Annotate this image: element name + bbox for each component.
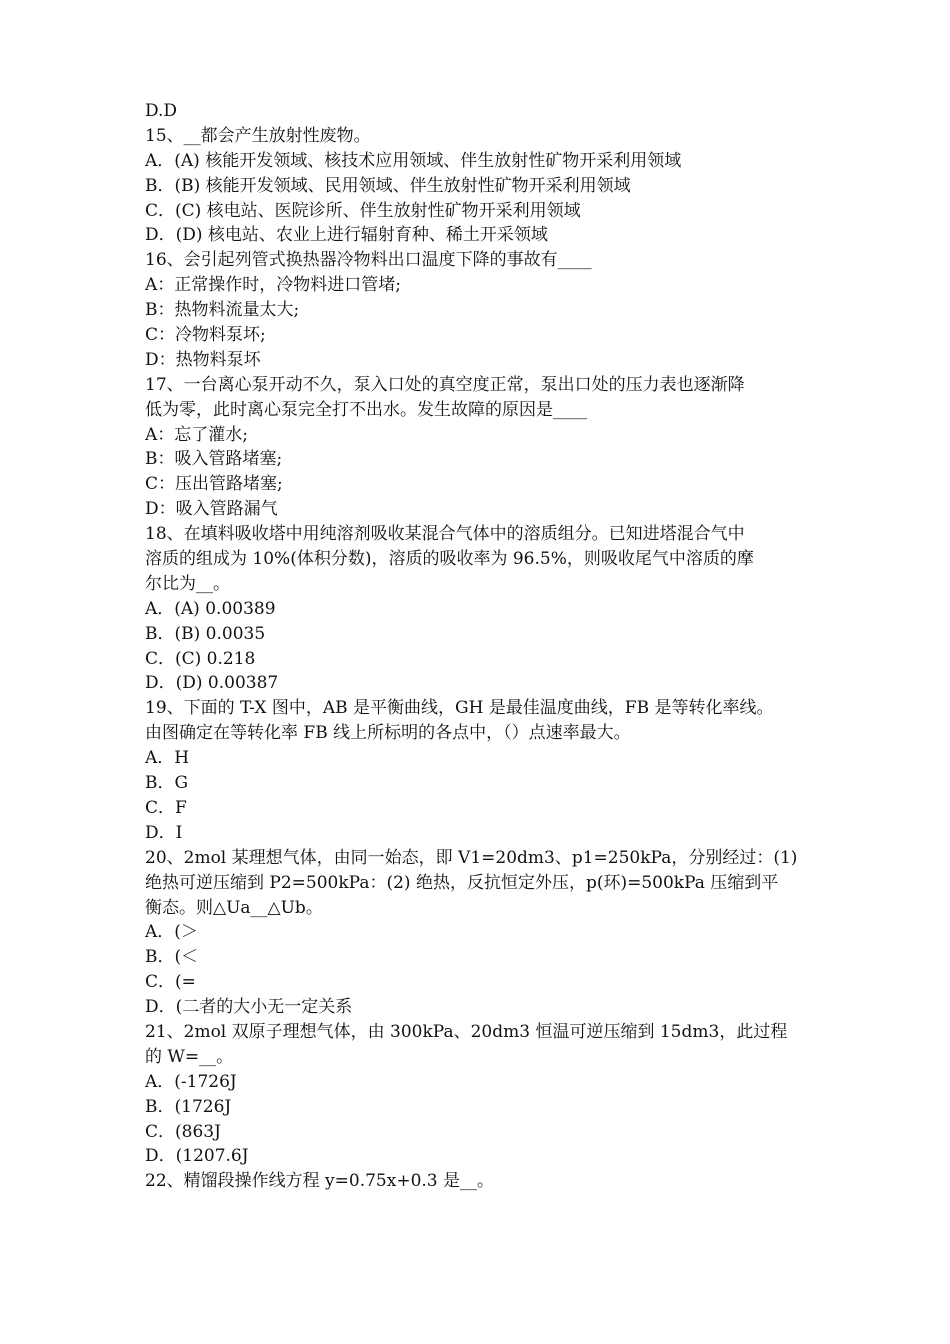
question-15-option-b: B．(B) 核能开发领域、民用领域、伴生放射性矿物开采利用领域 [145, 175, 631, 196]
question-19-option-b: B．G [145, 773, 189, 794]
document-page [145, 99, 810, 1194]
question-20-option-a: A．(＞ [145, 922, 198, 943]
question-17-option-d: D：吸入管路漏气 [145, 499, 278, 520]
question-19-stem-cont: 由图确定在等转化率 FB 线上所标明的各点中，（）点速率最大。 [145, 723, 631, 744]
question-18-stem-cont: 溶质的组成为 10%(体积分数)，溶质的吸收率为 96.5%，则吸收尾气中溶质的摩 [145, 549, 754, 570]
question-20-option-d: D．(二者的大小无一定关系 [145, 997, 353, 1018]
question-19-option-c: C．F [145, 797, 187, 818]
question-20-stem-cont: 绝热可逆压缩到 P2=500kPa：(2) 绝热，反抗恒定外压，p(环)=500kPa 压缩到平 [145, 872, 779, 893]
question-17-stem: 17、一台离心泵开动不久，泵入口处的真空度正常，泵出口处的压力表也逐渐降 [145, 374, 745, 395]
question-20-stem: 20、2mol 某理想气体，由同一始态，即 V1=20dm3、p1=250kPa，分别经过：(1) [145, 847, 798, 868]
question-18-option-b: B．(B) 0.0035 [145, 623, 266, 644]
question-22-stem: 22、精馏段操作线方程 y=0.75x+0.3 是__。 [145, 1171, 495, 1192]
question-15-option-a: A．(A) 核能开发领域、核技术应用领域、伴生放射性矿物开采利用领域 [145, 150, 682, 171]
question-17-option-b: B：吸入管路堵塞; [145, 449, 283, 470]
question-20-option-b: B．(＜ [145, 947, 199, 968]
question-18-option-a: A．(A) 0.00389 [145, 598, 276, 619]
question-21-stem-cont: 的 W=__。 [145, 1046, 234, 1067]
question-19-option-d: D．I [145, 822, 183, 843]
question-19-stem: 19、下面的 T-X 图中，AB 是平衡曲线，GH 是最佳温度曲线，FB 是等转化率线。 [145, 698, 774, 719]
question-18-stem-end: 尔比为__。 [145, 573, 230, 594]
question-18-option-c: C．(C) 0.218 [145, 648, 256, 669]
question-19-option-a: A．H [145, 748, 190, 769]
question-21-option-b: B．(1726J [145, 1096, 232, 1117]
question-16-option-d: D：热物料泵坏 [145, 349, 261, 370]
text-line: D.D [145, 101, 178, 121]
question-15-option-d: D．(D) 核电站、农业上进行辐射育种、稀土开采领域 [145, 225, 548, 246]
question-21-option-d: D．(1207.6J [145, 1146, 249, 1167]
question-18-stem: 18、在填料吸收塔中用纯溶剂吸收某混合气体中的溶质组分。已知进塔混合气中 [145, 524, 745, 545]
question-18-option-d: D．(D) 0.00387 [145, 673, 279, 694]
question-21-stem: 21、2mol 双原子理想气体，由 300kPa、20dm3 恒温可逆压缩到 15dm3，此过程 [145, 1021, 788, 1042]
question-17-option-c: C：压出管路堵塞; [145, 474, 283, 495]
question-15-option-c: C．(C) 核电站、医院诊所、伴生放射性矿物开采利用领域 [145, 200, 581, 221]
question-21-option-c: C．(863J [145, 1121, 221, 1142]
question-16-stem: 16、会引起列管式换热器冷物料出口温度下降的事故有____ [145, 250, 592, 271]
question-21-option-a: A．(-1726J [145, 1071, 237, 1092]
question-16-option-c: C：冷物料泵坏; [145, 325, 266, 346]
question-15-stem: 15、__都会产生放射性废物。 [145, 125, 371, 146]
question-20-option-c: C．(= [145, 972, 196, 993]
question-16-option-a: A：正常操作时，冷物料进口管堵; [145, 275, 402, 296]
question-17-option-a: A：忘了灌水; [145, 424, 249, 445]
question-17-stem-cont: 低为零，此时离心泵完全打不出水。发生故障的原因是____ [145, 399, 587, 420]
question-20-stem-end: 衡态。则△Ua__△Ub。 [145, 897, 323, 918]
question-16-option-b: B：热物料流量太大; [145, 300, 300, 321]
